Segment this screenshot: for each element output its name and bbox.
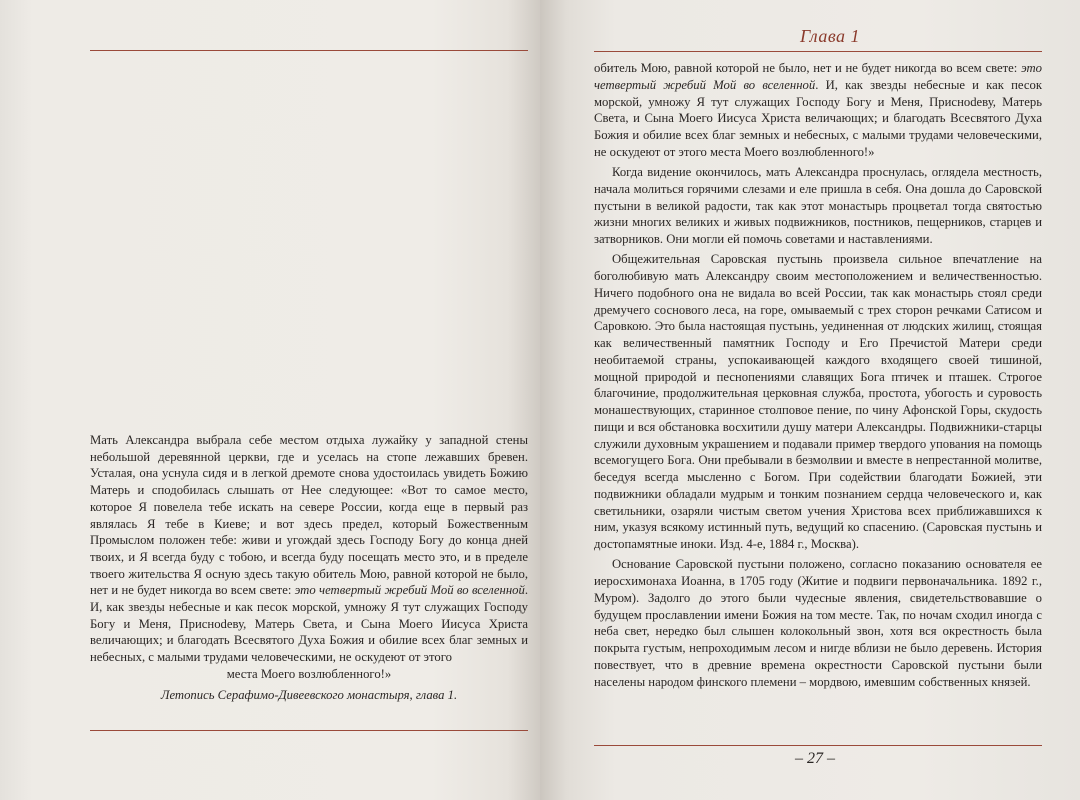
top-rule [90,50,528,51]
epigraph-text-2: . И, как звезды небесные и как песок морской, умножу Я тут служащих Господу Богу и Меня, Присноdеву, Матерь Света, и Сына Моего Иисуса Христа величающих; и благодать Всесвятого Духа Божия и обилие всех благ земных и небесных, с малыми трудами человеческими, не оскудеют от этого [90,583,528,665]
paragraph-italic: это четвертый жребий Мой во вселенной [594,61,1042,92]
paragraph-text: обитель Мою, равной которой не было, нет и не будет никогда во всем свете: [594,61,1022,75]
paragraph: Когда видение окончилось, мать Александра проснулась, оглядела местность, начала молиться горячими слезами и еле пришла в себя. Она дошла до Саровской пустыни в великой радости, так как этот монастырь процветал тогда святостью жизни многих великих и живых подвижников, постников, пещерников, старцев и затворников. Они могли ей помочь советами и наставлениями. [594,165,1042,246]
page-number: – 27 – [795,750,835,767]
paragraph-text: . И, как звезды небесные и как песок морской, умножу Я тут служащих Господу Богу и Меня, Присноdеву, Матерь Света, и Сына Моего Иисуса Христа величающих; и благодать Всесвятого Духа Божия и обилие всех благ земных и небесных, с малыми трудами человеческими, не оскудеют от этого места Моего возлюбленного!» [594,77,1043,159]
paragraph [594,60,1042,161]
top-rule [594,51,1042,52]
chapter-header: Глава 1 [799,26,861,46]
epigraph-text-1: Мать Александра выбрала себе местом отдыха лужайку у западной стены небольшой деревянной церкви, где и уселась на стопе лежавших бревен. Усталая, она уснула сидя и в легкой дремоте снова удостоилась увидеть Божию Матерь и сподобилась слышать от Нее следующее: «Вот то самое место, которое Я повелела тебе искать на севере России, когда еще в первый раз являлась Я тебе в Киеве; и вот здесь предел, который Божественным Промыслом положен тебе: живи и угождай здесь Господу Богу до конца дней твоих, и Я всегда буду с тобою, и всегда буду посещать место это, и в пределе твоего жительства Я осную здесь такую обитель Мою, равной которой не было, нет и не будет никогда во всем свете: [90,433,528,598]
body-text [594,60,1042,690]
epigraph-source: Летопись Серафимо-Дивеевского монастыря, глава 1. [160,688,458,702]
epigraph [90,432,528,683]
epigraph-italic: это четвертый жребий Мой во вселенной [294,583,525,598]
bottom-rule [594,745,1042,746]
epigraph-text-3: места Моего возлюбленного!» [226,666,392,681]
paragraph: Основание Саровской пустыни положено, согласно показанию основателя ее иеросхимонаха Иоанна, в 1705 году (Житие и подвиги первоначальника. 1892 г., Муром). Задолго до этого были чудесные явления, свидетельствовавшие о будущем прославлении имени Божия на том месте. Так, по ночам сходил иногда с неба свет, нередко был слышен колокольный звон, хотя вся окрестность была покрыта густым, непроходимым лесом и нигде вблизи не было деревень. История повествует, что в древние времена окрестности Саровской пустыни были населены народом финского племени – мордвою, имевшим собственных князей. [594,557,1042,689]
bottom-rule [90,730,528,731]
right-page [540,0,1080,800]
paragraph: Общежительная Саровская пустынь произвела сильное впечатление на боголюбивую мать Александру своим местоположением и величественностью. Ничего подобного она не видала во всей России, так как монастырь стоял среди дремучего соснового леса, на горе, омываемый с трех сторон речками Сатисом и Саровкою. Это была настоящая пустынь, уединенная от людских жилищ, стоящая как величественный памятник Господу и Его Пречистой Матери среди необитаемой страны, успокаивающей каждого входящего своей тишиной, мощной природой и песнопениями славящих Бога птичек и пташек. Строгое благочиние, продолжительная церковная служба, простота, убогость и суровость монашествующих, старинное столповое пение, по чину Афонской Горы, скудость пищи и вся обстановка восхитили душу матери Александры. Подвижники-старцы служили духовным украшением и подавали пример твердого упования на помощь всемогущего Бога. Они пребывали в безмолвии и вместе в непрестанной молитве, беседуя всегда мысленно с Богом. При содействии благодати Божией, эти подвижники обладали мудрым и тонким познанием сердца человеческого и, как светильники, озаряли чистым светом учения Христова всех приближавшихся к ним, указуя всякому истинный путь, ведущий ко спасению. (Саровская пустынь и достопамятные иноки. Изд. 4-е, 1884 г., Москва). [594,252,1042,551]
